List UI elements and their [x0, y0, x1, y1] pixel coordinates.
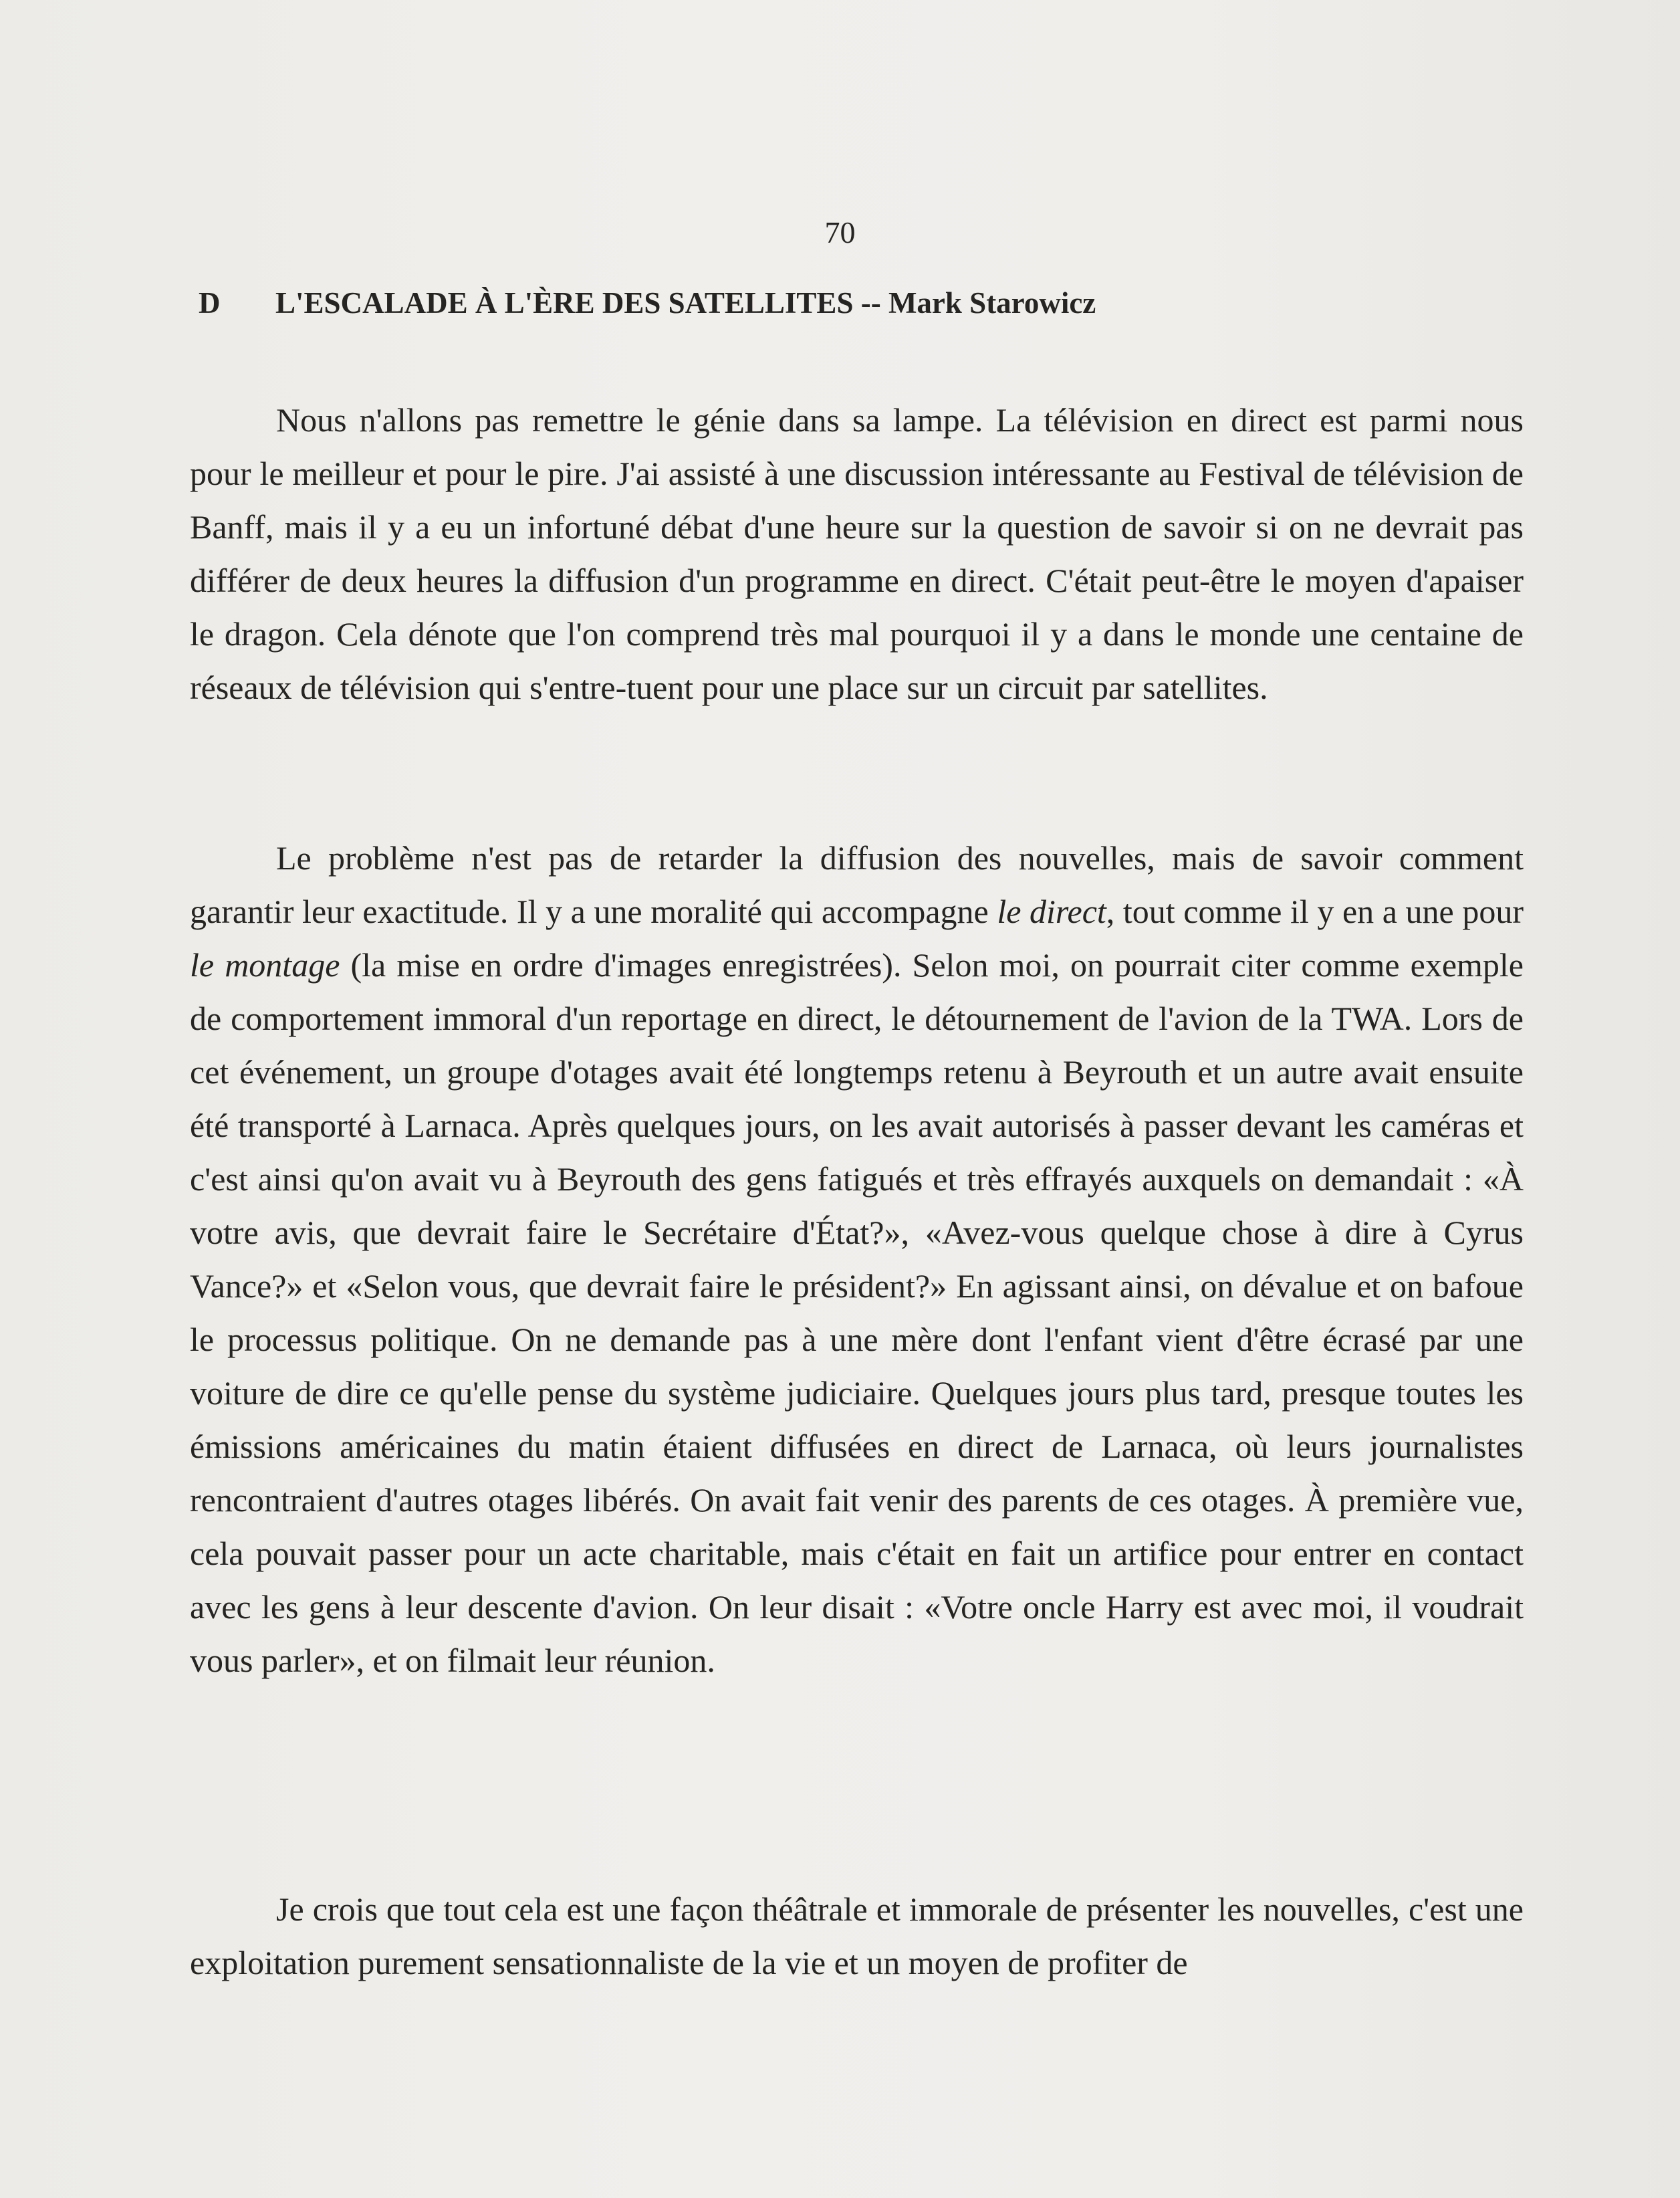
- paragraph-2: [190, 831, 1524, 1687]
- paragraph-2-emphasis-montage: le montage: [190, 946, 340, 984]
- paragraph-2-text-b: , tout comme il y en a une pour: [1106, 893, 1524, 930]
- paragraph-2-emphasis-direct: le direct: [997, 893, 1106, 930]
- paragraph-2-text-a: Le problème n'est pas de retarder la diffusion des nouvelles, mais de savoir comment garantir leur exactitude. Il y a une moralité qui accompagne: [190, 839, 1524, 930]
- section-heading: [199, 283, 1096, 323]
- paragraph-2-text-c: (la mise en ordre d'images enregistrées). Selon moi, on pourrait citer comme exemple de comportement immoral d'un reportage en direct, le détournement de l'avion de la TWA. Lors de cet événement, un groupe d'otages avait été longtemps retenu à Beyrouth et un autre avait ensuite été transporté à Larnaca. Après quelques jours, on les avait autorisés à passer devant les caméras et c'est ainsi qu'on avait vu à Beyrouth des gens fatigués et très effrayés auxquels on demandait : «À votre avis, que devrait faire le Secrétaire d'État?», «Avez-vous quelque chose à dire à Cyrus Vance?» et «Selon vous, que devrait faire le président?» En agissant ainsi, on dévalue et on bafoue le processus politique. On ne demande pas à une mère dont l'enfant vient d'être écrasé par une voiture de dire ce qu'elle pense du système judiciaire. Quelques jours plus tard, presque toutes les émissions américaines du matin étaient diffusées en direct de Larnaca, où leurs journalistes rencontraient d'autres otages libérés. On avait fait venir des parents de ces otages. À première vue, cela pouvait passer pour un acte charitable, mais c'était en fait un artifice pour entrer en contact avec les gens à leur descente d'avion. On leur disait : «Votre oncle Harry est avec moi, il voudrait vous parler», et on filmait leur réunion.: [190, 946, 1524, 1679]
- paragraph-3: Je crois que tout cela est une façon théâtrale et immorale de présenter les nouvelles, c'est une exploitation purement sensationnaliste de la vie et un moyen de profiter de: [190, 1890, 1524, 1981]
- paragraph-1-block: [190, 393, 1524, 714]
- paragraph-1: Nous n'allons pas remettre le génie dans sa lampe. La télévision en direct est parmi nous pour le meilleur et pour le pire. J'ai assisté à une discussion intéressante au Festival de télévision de Banff, mais il y a eu un infortuné débat d'une heure sur la question de savoir si on ne devrait pas différer de deux heures la diffusion d'un programme en direct. C'était peut-être le moyen d'apaiser le dragon. Cela dénote que l'on comprend très mal pourquoi il y a dans le monde une centaine de réseaux de télévision qui s'entre-tuent pour une place sur un circuit par satellites.: [190, 401, 1524, 706]
- paragraph-3-block: [190, 1882, 1524, 1989]
- paragraph-2-block: [190, 831, 1524, 1687]
- page-number: 70: [824, 215, 856, 249]
- section-letter: D: [199, 286, 221, 320]
- section-title: L'ESCALADE À L'ÈRE DES SATELLITES -- Mark Starowicz: [275, 286, 1096, 320]
